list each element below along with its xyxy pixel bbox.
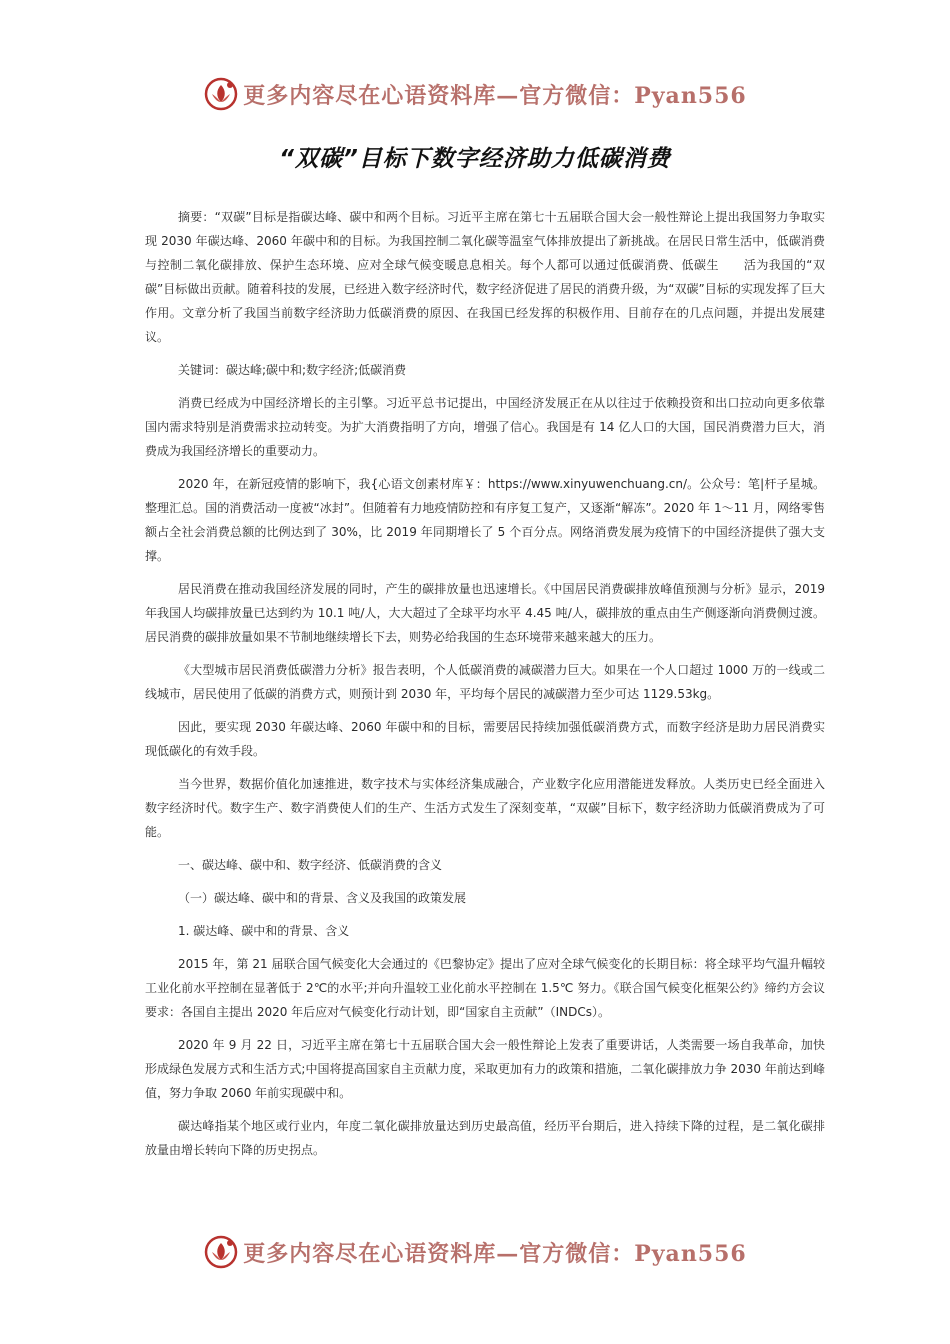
- body-paragraph: 2020 年，在新冠疫情的影响下，我{心语文创素材库￥：https://www.xinyuwenchuang.cn/。公众号：笔|杆子星城。整理汇总。国的消费活动一度被“冰封”。但随着有力地疫情防控和有序复工复产，又逐渐“解冻”。2020 年 1～11 月，网络零售额占全社会消费总额的比例达到了 30%，比 2019 年同期增长了 5 个百分点。网络消费发展为疫情下的中国经济提供了强大支撑。: [145, 477, 825, 563]
- keywords-paragraph: 关键词：碳达峰;碳中和;数字经济;低碳消费: [178, 363, 407, 377]
- banner-text: 更多内容尽在心语资料库—官方微信：Pyan556: [243, 82, 747, 109]
- header-banner: [0, 72, 950, 116]
- body-paragraph: 《大型城市居民消费低碳潜力分析》报告表明，个人低碳消费的减碳潜力巨大。如果在一个人口超过 1000 万的一线或二线城市，居民使用了低碳的消费方式，则预计到 2030 年，平均每个居民的减碳潜力至少可达 1129.53kg。: [145, 663, 825, 701]
- lotus-seal-icon: [203, 76, 239, 112]
- body-paragraph: 消费已经成为中国经济增长的主引擎。习近平总书记提出，中国经济发展正在从以往过于依赖投资和出口拉动向更多依靠国内需求特别是消费需求拉动转变。为扩大消费指明了方向，增强了信心。我国是有 14 亿人口的大国，国民消费潜力巨大，消费成为我国经济增长的重要动力。: [145, 396, 825, 458]
- body-paragraph: 当今世界，数据价值化加速推进，数字技术与实体经济集成融合，产业数字化应用潜能迸发释放。人类历史已经全面进入数字经济时代。数字生产、数字消费使人们的生产、生活方式发生了深刻变革，“双碳”目标下，数字经济助力低碳消费成为了可能。: [145, 777, 825, 839]
- section-heading: 一、碳达峰、碳中和、数字经济、低碳消费的含义: [178, 858, 443, 872]
- body-paragraph: 碳达峰指某个地区或行业内，年度二氧化碳排放量达到历史最高值，经历平台期后，进入持续下降的过程，是二氧化碳排放量由增长转向下降的历史拐点。: [145, 1119, 825, 1157]
- footer-banner: [0, 1230, 950, 1274]
- body-paragraph: 居民消费在推动我国经济发展的同时，产生的碳排放量也迅速增长。《中国居民消费碳排放峰值预测与分析》显示，2019 年我国人均碳排放量已达到约为 10.1 吨/人，大大超过了全球平均水平 4.45 吨/人，碳排放的重点由生产侧逐渐向消费侧过渡。居民消费的碳排放量如果不节制地继续增长下去，则势必给我国的生态环境带来越来越大的压力。: [145, 582, 825, 644]
- body-paragraph: 2015 年，第 21 届联合国气候变化大会通过的《巴黎协定》提出了应对全球气候变化的长期目标：将全球平均气温升幅较工业化前水平控制在显著低于 2℃的水平;并向升温较工业化前水平控制在 1.5℃ 努力。《联合国气候变化框架公约》缔约方会议要求：各国自主提出 2020 年后应对气候变化行动计划，即“国家自主贡献”（INDCs）。: [145, 957, 825, 1019]
- footer-banner-text: 更多内容尽在心语资料库—官方微信：Pyan556: [243, 1240, 747, 1267]
- body-paragraph: 2020 年 9 月 22 日，习近平主席在第七十五届联合国大会一般性辩论上发表了重要讲话，人类需要一场自我革命，加快形成绿色发展方式和生活方式;中国将提高国家自主贡献力度，采取更加有力的政策和措施，二氧化碳排放力争 2030 年前达到峰值，努力争取 2060 年前实现碳中和。: [145, 1038, 825, 1100]
- abstract-paragraph: 摘要：“双碳”目标是指碳达峰、碳中和两个目标。习近平主席在第七十五届联合国大会一般性辩论上提出我国努力争取实现 2030 年碳达峰、2060 年碳中和的目标。为我国控制二氧化碳等温室气体排放提出了新挑战。在居民日常生活中，低碳消费与控制二氧化碳排放、保护生态环境、应对全球气候变暖息息相关。每个人都可以通过低碳消费、低碳生 活为我国的“双碳”目标做出贡献。随着科技的发展，已经进入数字经济时代，数字经济促进了居民的消费升级，为“双碳”目标的实现发挥了巨大作用。文章分析了我国当前数字经济助力低碳消费的原因、在我国已经发挥的积极作用、目前存在的几点问题，并提出发展建议。: [145, 210, 825, 344]
- body-paragraph: 因此，要实现 2030 年碳达峰、2060 年碳中和的目标，需要居民持续加强低碳消费方式，而数字经济是助力居民消费实现低碳化的有效手段。: [145, 720, 825, 758]
- document-body: [145, 205, 825, 1171]
- lotus-seal-icon: [203, 1234, 239, 1270]
- subsection-heading: （一）碳达峰、碳中和的背景、含义及我国的政策发展: [178, 891, 467, 905]
- subsubsection-heading: 1. 碳达峰、碳中和的背景、含义: [178, 924, 350, 938]
- document-title: “双碳”目标下数字经济助力低碳消费: [279, 146, 671, 172]
